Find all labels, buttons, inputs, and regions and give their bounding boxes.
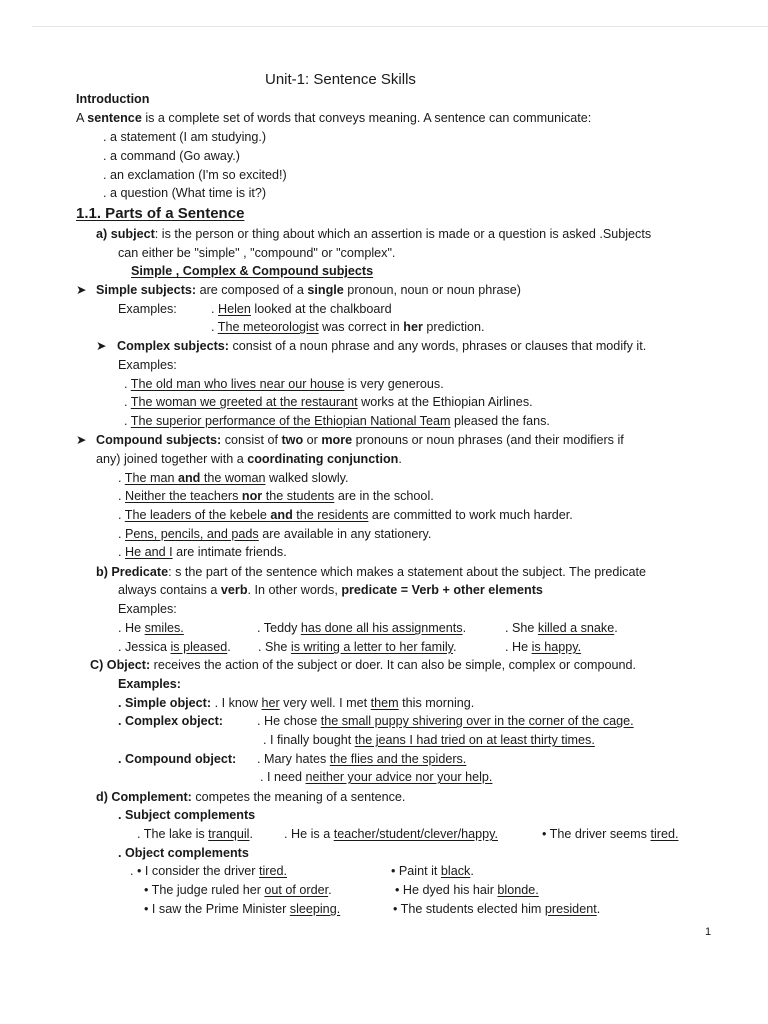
complex-example: . The old man who lives near our house is very generous. <box>124 377 444 391</box>
examples-label: Examples: <box>118 602 177 616</box>
object-complement-example: • I saw the Prime Minister sleeping. <box>144 902 341 916</box>
subject-definition: a) subject: is the person or thing about which an assertion is made or a question is asked .Subjects <box>96 227 652 241</box>
subject-complement-example: . He is a teacher/student/clever/happy. <box>284 827 498 841</box>
compound-object-example: . I need neither your advice nor your help. <box>260 770 493 784</box>
complement-definition: d) Complement: competes the meaning of a sentence. <box>96 790 406 804</box>
subject-subheading: Simple , Complex & Compound subjects <box>131 264 374 278</box>
simple-object-example: . Simple object: . I know her very well. I met them this morning. <box>118 696 475 710</box>
simple-example: . The meteorologist was correct in her prediction. <box>211 320 485 334</box>
subject-definition-cont: can either be "simple" , "compound" or "complex". <box>118 246 396 260</box>
compound-subjects-definition-cont: any) joined together with a coordinating conjunction. <box>96 452 402 466</box>
predicate-example: . She killed a snake. <box>505 621 618 635</box>
complex-object-example: . I finally bought the jeans I had tried on at least thirty times. <box>263 733 595 747</box>
arrow-bullet-icon: ➤ <box>76 433 87 447</box>
arrow-bullet-icon: ➤ <box>76 283 87 297</box>
compound-example: . Neither the teachers nor the students are in the school. <box>118 489 434 503</box>
examples-label: Examples: <box>118 677 181 691</box>
page-title: Unit-1: Sentence Skills <box>265 71 416 88</box>
predicate-example: . He is happy. <box>505 640 582 654</box>
intro-heading: Introduction <box>76 92 150 106</box>
compound-subjects-definition: Compound subjects: consist of two or more pronouns or noun phrases (and their modifiers if <box>96 433 624 447</box>
predicate-example: . Jessica is pleased. <box>118 640 231 654</box>
object-definition: C) Object: receives the action of the subject or doer. It can also be simple, complex or compound. <box>90 658 637 672</box>
predicate-example: . He smiles. <box>118 621 184 635</box>
predicate-example: . She is writing a letter to her family. <box>258 640 457 654</box>
complex-object-label: . Complex object: <box>118 714 223 728</box>
page-top-rule <box>32 26 768 27</box>
predicate-definition: b) Predicate: s the part of the sentence which makes a statement about the subject. The predicate <box>96 565 647 579</box>
object-complement-example: • The judge ruled her out of order. <box>144 883 332 897</box>
compound-object-example: . Mary hates the flies and the spiders. <box>257 752 467 766</box>
simple-example: . Helen looked at the chalkboard <box>211 302 392 316</box>
subject-complements-label: . Subject complements <box>118 808 256 822</box>
predicate-definition-cont: always contains a verb. In other words, predicate = Verb + other elements <box>118 583 543 597</box>
complex-example: . The woman we greeted at the restaurant works at the Ethiopian Airlines. <box>124 395 533 409</box>
complex-subjects-definition: Complex subjects: consist of a noun phrase and any words, phrases or clauses that modify it. <box>117 339 647 353</box>
compound-example: . The man and the woman walked slowly. <box>118 471 349 485</box>
object-complement-example: • Paint it black. <box>391 864 474 878</box>
subject-complement-example: . The lake is tranquil. <box>137 827 253 841</box>
arrow-bullet-icon: ➤ <box>96 339 107 353</box>
object-complement-example: • The students elected him president. <box>393 902 601 916</box>
compound-object-label: . Compound object: <box>118 752 237 766</box>
examples-label: Examples: <box>118 358 177 372</box>
object-complements-label: . Object complements <box>118 846 249 860</box>
object-complement-example: • He dyed his hair blonde. <box>395 883 539 897</box>
section-heading: 1.1. Parts of a Sentence <box>76 205 245 222</box>
intro-definition: A sentence is a complete set of words that conveys meaning. A sentence can communicate: <box>76 111 592 125</box>
page-number: 1 <box>705 926 712 938</box>
examples-label: Examples: <box>118 302 177 316</box>
intro-bullet: . a question (What time is it?) <box>103 186 267 200</box>
intro-bullet: . a statement (I am studying.) <box>103 130 267 144</box>
predicate-example: . Teddy has done all his assignments. <box>257 621 467 635</box>
intro-bullet: . an exclamation (I'm so excited!) <box>103 168 287 182</box>
compound-example: . The leaders of the kebele and the residents are committed to work much harder. <box>118 508 573 522</box>
object-complement-example: . • I consider the driver tired. <box>130 864 287 878</box>
complex-object-example: . He chose the small puppy shivering over in the corner of the cage. <box>257 714 634 728</box>
subject-complement-example: • The driver seems tired. <box>542 827 679 841</box>
complex-example: . The superior performance of the Ethiopian National Team pleased the fans. <box>124 414 550 428</box>
intro-bullet: . a command (Go away.) <box>103 149 240 163</box>
simple-subjects-definition: Simple subjects: are composed of a single pronoun, noun or noun phrase) <box>96 283 521 297</box>
compound-example: . He and I are intimate friends. <box>118 545 287 559</box>
compound-example: . Pens, pencils, and pads are available in any stationery. <box>118 527 432 541</box>
